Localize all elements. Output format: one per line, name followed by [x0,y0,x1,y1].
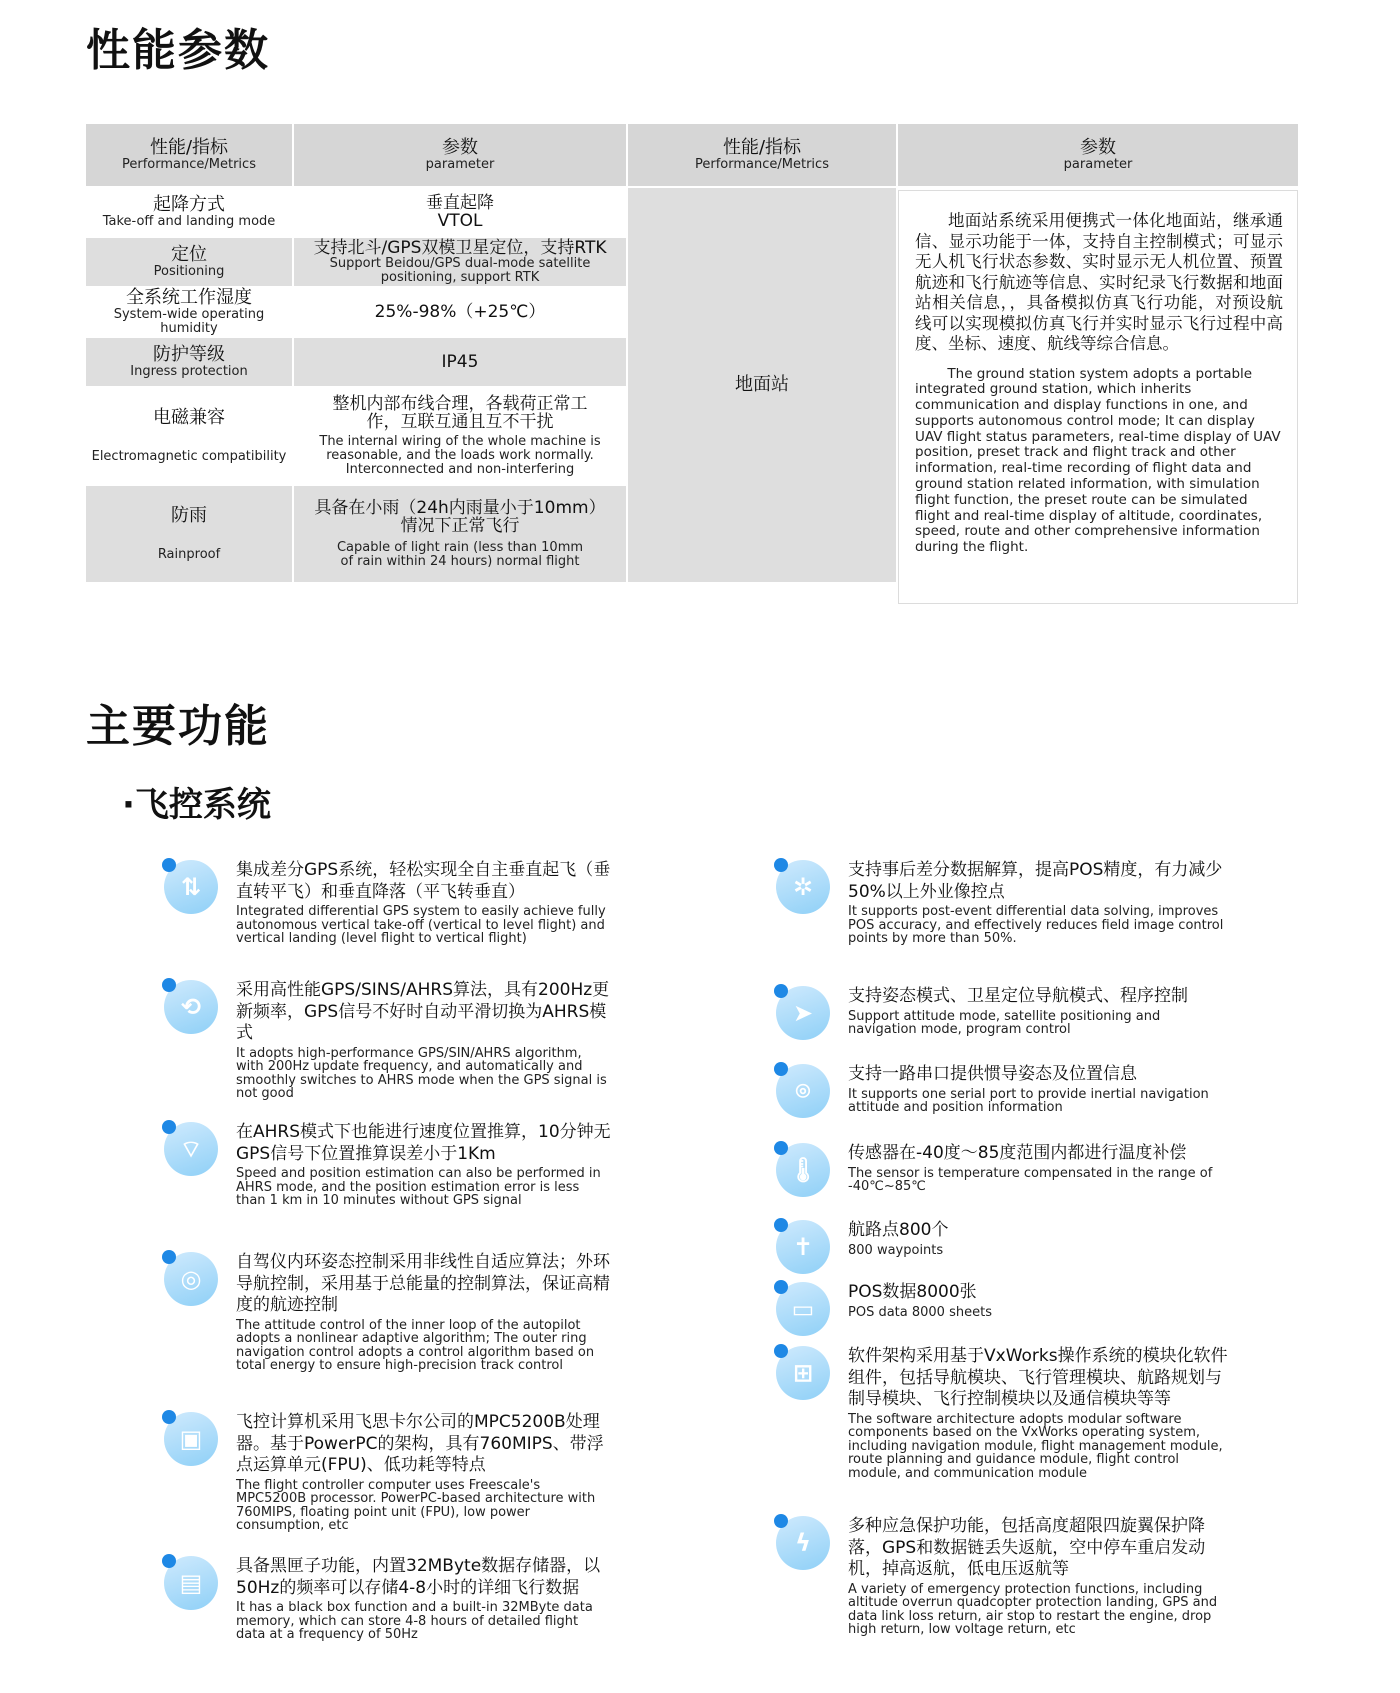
feature-item [164,860,611,946]
feature-item [776,860,1228,946]
row-name-zh: 防雨 [171,505,207,526]
header-param-en: parameter [1063,157,1133,172]
location-pin-icon: ⌾ [776,1064,830,1118]
feature-en: The flight controller computer uses Freescale's MPC5200B processor. PowerPC-based architecture with 760MIPS, floating point unit (FPU), low power consumption, etc [236,1477,596,1533]
header-param-zh: 参数 [1080,137,1116,158]
row-name-zh: 电磁兼容 [153,407,225,428]
header-param-zh: 参数 [442,137,478,158]
row-value-en: The internal wiring of the whole machine is reasonable, and the loads work normally. Interconnected and non-interfering [319,434,601,477]
performance-title: 性能参数 [86,25,270,76]
feature-en: The attitude control of the inner loop of the autopilot adopts a nonlinear adaptive algorithm; The outer ring navigation control adopts a control algorithm based on total energy to ensure high-precision track control [236,1317,595,1373]
row-protection-name [86,338,292,386]
feature-en: It supports one serial port to provide inertial navigation attitude and position information [848,1086,1209,1115]
feature-item [776,986,1228,1040]
feature-item [776,1516,1228,1637]
row-name-zh: 防护等级 [153,344,225,365]
header-param-en: parameter [425,157,495,172]
feature-zh: 软件架构采用基于VxWorks操作系统的模块化软件组件，包括导航模块、飞行管理模块、航路规划与制导模块、飞行控制模块以及通信模块等等 [848,1346,1228,1409]
row-positioning-name [86,238,292,286]
feature-en: It supports post-event differential data solving, improves POS accuracy, and effectively reduces field image control points by more than 50%. [848,904,1224,946]
row-value-zh: 整机内部布线合理，各载荷正常工作，互联互通且互不干扰 [332,394,588,432]
header-metric-en: Performance/Metrics [695,157,829,172]
row-name-en: Rainproof [157,547,221,562]
feature-item [776,1143,1228,1197]
feature-en: The sensor is temperature compensated in the range of -40℃~85℃ [848,1165,1213,1194]
ground-station-desc-zh: 地面站系统采用便携式一体化地面站，继承通信、显示功能于一体，支持自主控制模式；可显示无人机飞行状态参数、实时显示无人机位置、预置航迹和飞行航迹等信息、实时纪录飞行数据和地面站相关信息，，具备模拟仿真飞行功能，对预设航线可以实现模拟仿真飞行并实时显示飞行过程中高度、坐标、速度、航线等综合信息。 [915,211,1283,353]
feature-en: Speed and position estimation can also be performed in AHRS mode, and the position estimation error is less than 1 km in 10 minutes without GPS signal [236,1166,601,1208]
row-name-en: Ingress protection [130,364,248,379]
feature-item [776,1064,1228,1118]
header-metric-zh: 性能/指标 [149,137,229,158]
row-value-en: Capable of light rain (less than 10mm of rain within 24 hours) normal flight [336,540,584,569]
waypoint-icon: ✝ [776,1220,830,1274]
row-name-zh: 全系统工作湿度 [126,287,252,308]
row-value-en: VTOL [437,211,483,231]
feature-zh: 支持事后差分数据解算，提高POS精度，有力减少50%以上外业像控点 [848,860,1223,902]
row-takeoff-name [86,188,292,236]
header-metric-en: Performance/Metrics [122,157,256,172]
feature-zh: 自驾仪内环姿态控制采用非线性自适应算法；外环导航控制，采用基于总能量的控制算法，保证高精度的航迹控制 [236,1252,610,1315]
feature-item [164,1556,611,1642]
row-value-en: Support Beidou/GPS dual-mode satellite positioning, support RTK [329,256,591,285]
row-value-zh: IP45 [441,352,479,372]
row-name-en: System-wide operating humidity [113,307,265,336]
feature-en: Support attitude mode, satellite positioning and navigation mode, program control [848,1008,1161,1037]
header-param-right [898,124,1298,186]
feature-en: It has a black box function and a built-in 32MByte data memory, which can store 4-8 hours of detailed flight data at a frequency of 50Hz [236,1600,593,1642]
flight-control-subtitle: ·飞控系统 [122,785,271,825]
feature-item [776,1346,1228,1480]
satellite-icon: ✲ [776,860,830,914]
ground-station-name: 地面站 [735,374,789,395]
feature-item [164,1122,611,1208]
feature-zh: 飞控计算机采用飞思卡尔公司的MPC5200B处理器。基于PowerPC的架构，具有760MIPS、带浮点运算单元(FPU)、低功耗等特点 [236,1412,604,1475]
header-metric-zh: 性能/指标 [722,137,802,158]
row-rain-value [294,486,626,582]
functions-title: 主要功能 [86,701,270,752]
feature-zh: 集成差分GPS系统，轻松实现全自主垂直起飞（垂直转平飞）和垂直降落（平飞转垂直） [236,860,611,902]
row-emc-name [86,388,292,484]
chip-icon: ▣ [164,1412,218,1466]
row-positioning-value [294,238,626,286]
feature-en: 800 waypoints [848,1242,944,1258]
row-humidity-name [86,288,292,336]
feature-zh: 多种应急保护功能，包括高度超限四旋翼保护降落，GPS和数据链丢失返航，空中停车重启发动机，掉高返航，低电压返航等 [848,1516,1206,1579]
row-value-zh: 具备在小雨（24h内雨量小于10mm）情况下正常飞行 [314,498,606,536]
ground-station-name-cell [628,188,896,582]
sync-arrows-icon: ⟲ [164,980,218,1034]
row-name-en: Take-off and landing mode [102,214,276,229]
feature-zh: 采用高性能GPS/SINS/AHRS算法，具有200Hz更新频率，GPS信号不好时自动平滑切换为AHRS模式 [236,980,610,1043]
row-value-zh: 25%-98%（+25℃） [374,302,546,322]
header-metric-left [86,124,292,186]
ground-station-description [898,190,1298,604]
feature-item [776,1220,1228,1274]
feature-en: The software architecture adopts modular software components based on the VxWorks operating system, including navigation module, flight management module, route planning and guidance module, flight control module, and communication module [848,1411,1223,1481]
feature-en: Integrated differential GPS system to easily achieve fully autonomous vertical take-off (vertical to level flight) and vertical landing (level flight to vertical flight) [236,904,606,946]
row-protection-value [294,338,626,386]
feature-item [164,1412,611,1533]
feature-zh: 支持一路串口提供惯导姿态及位置信息 [848,1064,1137,1084]
feature-zh: 航路点800个 [848,1220,949,1240]
feature-zh: 具备黑匣子功能，内置32MByte数据存储器，以50Hz的频率可以存储4-8小时的详细飞行数据 [236,1556,601,1598]
row-emc-value [294,388,626,484]
row-name-en: Positioning [153,264,225,279]
row-humidity-value [294,288,626,336]
feature-zh: POS数据8000张 [848,1282,977,1302]
feature-zh: 支持姿态模式、卫星定位导航模式、程序控制 [848,986,1188,1006]
modules-icon: ⊞ [776,1346,830,1400]
feature-en: A variety of emergency protection functions, including altitude overrun quadcopter protection landing, GPS and data link loss return, air stop to restart the engine, drop high return, low voltage return, etc [848,1581,1218,1637]
row-name-en: Electromagnetic compatibility [91,449,287,464]
save-icon: ▤ [164,1556,218,1610]
row-value-zh: 垂直起降 [426,193,494,213]
ground-station-desc-en: The ground station system adopts a portable integrated ground station, which inherits communication and display functions in one, and supports autonomous control mode; It can display UAV flight status parameters, real-time display of UAV position, preset track and flight track and other information, real-time recording of flight data and ground station related information, with simulation flight function, the preset route can be simulated flight and real-time display of altitude, coordinates, speed, route and other comprehensive information during the flight. [915,365,1281,556]
feature-item [776,1282,1228,1336]
spec-table [86,124,1300,604]
row-rain-name [86,486,292,582]
feature-en: It adopts high-performance GPS/SIN/AHRS algorithm, with 200Hz update frequency, and automatically and smoothly switches to AHRS mode when the GPS signal is not good [236,1045,607,1101]
monitor-icon: ▭ [776,1282,830,1336]
target-icon: ◎ [164,1252,218,1306]
feature-en: POS data 8000 sheets [848,1304,992,1320]
row-value-zh: 支持北斗/GPS双模卫星定位，支持RTK [313,238,607,258]
vertical-arrows-icon: ⇅ [164,860,218,914]
row-name-zh: 起降方式 [153,194,225,215]
no-signal-icon: ⌔ [164,1122,218,1176]
navigation-icon: ➤ [776,986,830,1040]
lightning-icon: ϟ [776,1516,830,1570]
header-param-left [294,124,626,186]
feature-item [164,1252,611,1373]
feature-item [164,980,611,1101]
row-name-zh: 定位 [171,244,207,265]
row-takeoff-value [294,188,626,236]
header-metric-right [628,124,896,186]
feature-zh: 传感器在-40度～85度范围内都进行温度补偿 [848,1143,1187,1163]
feature-zh: 在AHRS模式下也能进行速度位置推算，10分钟无GPS信号下位置推算误差小于1Km [236,1122,611,1164]
thermometer-icon: 🌡︎ [776,1143,830,1197]
